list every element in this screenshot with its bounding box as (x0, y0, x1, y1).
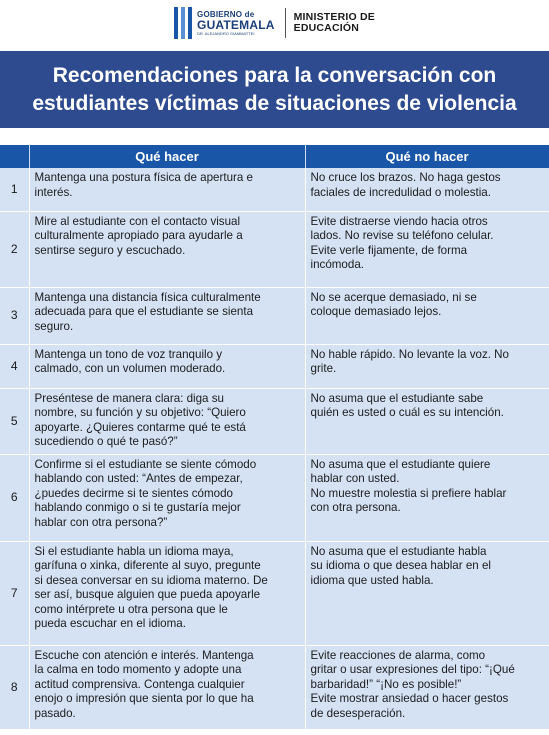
do-cell-text: Si el estudiante habla un idioma maya, garífuna o xinka, diferente al suyo, pregunte si desea conversar en su idioma materno. De ser así, busque alguien que pueda apoyarle como intérprete u otra persona que le pueda escuchar en el idioma. (34, 544, 268, 631)
row-number-text: 5 (10, 413, 18, 428)
row-number-text: 3 (10, 308, 18, 323)
row-number-text: 4 (10, 358, 18, 373)
dont-cell (305, 541, 549, 645)
flag-stripes-icon (174, 7, 192, 39)
dont-cell (305, 645, 549, 729)
page-header (0, 0, 549, 46)
government-wordmark (197, 11, 275, 36)
gov-line-2: GUATEMALA (197, 17, 275, 32)
do-cell (29, 344, 305, 388)
row-number-text: 7 (10, 585, 18, 600)
row-number-text: 6 (10, 490, 18, 505)
gov-line-1: GOBIERNO de (197, 9, 255, 19)
table-header-row (0, 145, 549, 168)
do-cell-text: Mantenga un tono de voz tranquilo y calmado, con un volumen moderado. (34, 347, 226, 376)
recommendations-table (0, 145, 549, 730)
table-row (0, 211, 549, 287)
dont-cell-text: Evite reacciones de alarma, como gritar o usar expresiones del tipo: “¡Qué barbaridad!” “¡No es posible!” Evite mostrar ansiedad o hacer gestos de desesperación. (310, 648, 515, 720)
do-cell (29, 168, 305, 211)
dont-cell-text: Evite distraerse viendo hacia otros lados. No revise su teléfono celular. Evite verle fijamente, de forma incómoda. (310, 214, 494, 272)
government-logo (174, 3, 375, 43)
row-number (0, 645, 29, 729)
dont-cell (305, 454, 549, 541)
table-row (0, 344, 549, 388)
row-number (0, 287, 29, 344)
do-cell-text: Preséntese de manera clara: diga su nombre, su función y su objetivo: “Quiero apoyarte. ¿Quieres contarme qué te está sucediendo o qué te pasó?” (34, 391, 246, 449)
dont-cell-text: No se acerque demasiado, ni se coloque demasiado lejos. (310, 290, 477, 319)
do-cell-text: Confirme si el estudiante se siente cómodo hablando con usted: “Antes de empezar, ¿puedes decirme si te sientes cómodo hablando conmigo o si te gustaría mejor hablar con otra persona?” (34, 457, 257, 529)
row-number (0, 344, 29, 388)
do-cell-text: Mantenga una postura física de apertura e interés. (34, 171, 253, 199)
do-cell (29, 645, 305, 729)
dont-cell (305, 287, 549, 344)
row-number (0, 168, 29, 211)
row-number-text: 1 (10, 181, 18, 196)
table-row (0, 541, 549, 645)
dont-cell-text: No asuma que el estudiante habla su idioma o que desea hablar en el idioma que usted habla. (310, 544, 491, 587)
do-cell-text: Mantenga una distancia física culturalmente adecuada para que el estudiante se sienta seguro. (34, 290, 261, 333)
title-line-1: Recomendaciones para la conversación con (52, 63, 497, 87)
table-row (0, 287, 549, 344)
row-number (0, 454, 29, 541)
dont-cell-text: No hable rápido. No levante la voz. No grite. (310, 347, 509, 376)
table-row (0, 454, 549, 541)
do-cell (29, 454, 305, 541)
header-number (0, 145, 29, 168)
row-number-text: 2 (10, 241, 18, 256)
row-number (0, 388, 29, 454)
dont-cell-text: No cruce los brazos. No haga gestos faciales de incredulidad o molestia. (310, 171, 501, 199)
logo-divider (285, 8, 286, 38)
row-number (0, 211, 29, 287)
table-row (0, 388, 549, 454)
title-line-2: estudiantes víctimas de situaciones de violencia (32, 91, 517, 115)
header-do: Qué hacer (29, 145, 305, 168)
ministry-wordmark (294, 12, 375, 34)
row-number-text: 8 (10, 679, 18, 694)
ministry-line-1: MINISTERIO DE (293, 10, 375, 23)
header-dont: Qué no hacer (305, 145, 549, 168)
dont-cell (305, 168, 549, 211)
gov-line-3: DR. ALEJANDRO GIAMMATTEI (197, 30, 255, 36)
row-number (0, 541, 29, 645)
table-row (0, 168, 549, 211)
dont-cell (305, 388, 549, 454)
title-banner (0, 51, 549, 128)
dont-cell (305, 344, 549, 388)
dont-cell-text: No asuma que el estudiante sabe quién es usted o cuál es su intención. (310, 391, 504, 420)
do-cell (29, 388, 305, 454)
do-cell (29, 541, 305, 645)
table-row (0, 645, 549, 729)
do-cell (29, 287, 305, 344)
ministry-line-2: EDUCACIÓN (293, 22, 359, 34)
do-cell (29, 211, 305, 287)
dont-cell-text: No asuma que el estudiante quiere hablar con usted. No muestre molestia si prefiere hablar con otra persona. (310, 457, 507, 515)
do-cell-text: Mire al estudiante con el contacto visual culturalmente apropiado para ayudarle a sentirse seguro y escuchado. (34, 214, 243, 257)
dont-cell (305, 211, 549, 287)
do-cell-text: Escuche con atención e interés. Mantenga la calma en todo momento y adopte una actitud comprensiva. Contenga cualquier enojo o impresión que sienta por lo que ha pasado. (34, 648, 254, 720)
